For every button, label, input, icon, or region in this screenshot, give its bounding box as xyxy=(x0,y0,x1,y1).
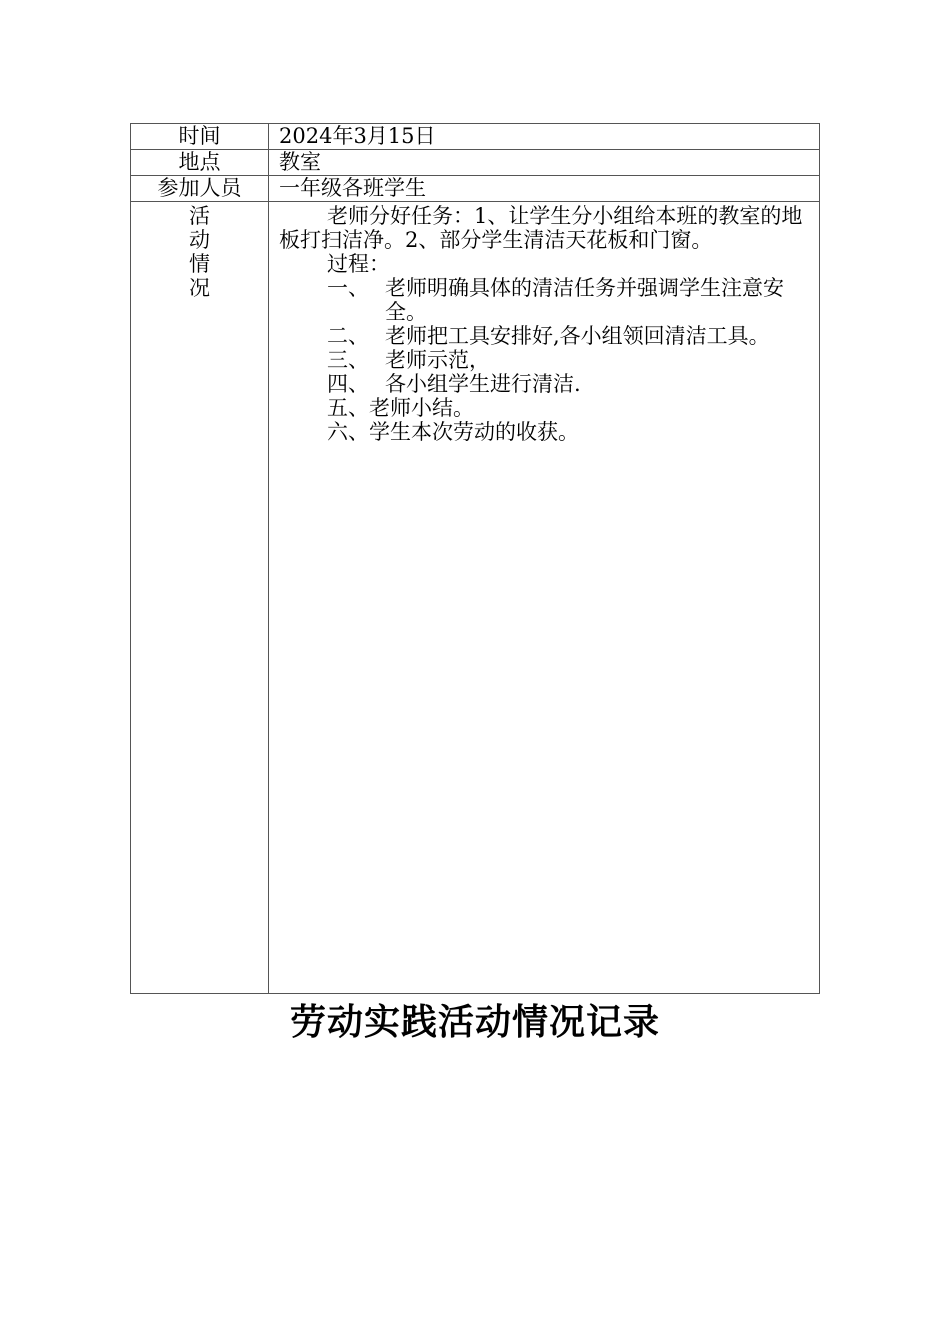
process-step xyxy=(279,348,811,372)
process-step xyxy=(279,372,811,396)
step-number: 六、 xyxy=(327,420,369,444)
step-number: 一、 xyxy=(327,276,369,300)
time-value: 2024年3月15日 xyxy=(269,124,820,150)
table-row-location xyxy=(131,150,820,176)
activity-label xyxy=(131,202,269,994)
activity-record-table xyxy=(130,123,820,994)
process-step xyxy=(279,276,811,324)
table-row-activity xyxy=(131,202,820,994)
step-text: 各小组学生进行清洁. xyxy=(385,372,581,396)
step-number: 三、 xyxy=(327,348,369,372)
activity-label-char: 动 xyxy=(189,228,210,252)
process-step xyxy=(279,324,811,348)
activity-content xyxy=(269,202,819,444)
step-text: 老师小结。 xyxy=(369,396,474,420)
process-step xyxy=(279,396,811,420)
step-number: 二、 xyxy=(327,324,369,348)
table-row-participants xyxy=(131,176,820,202)
participants-label: 参加人员 xyxy=(131,176,269,202)
activity-label-char: 活 xyxy=(189,204,210,228)
activity-label-char: 况 xyxy=(189,276,210,300)
process-title: 过程： xyxy=(327,252,390,276)
location-value: 教室 xyxy=(269,150,820,176)
location-label: 地点 xyxy=(131,150,269,176)
table-row-time xyxy=(131,124,820,150)
document-title: 劳动实践活动情况记录 xyxy=(289,1001,660,1043)
step-number: 四、 xyxy=(327,372,369,396)
time-label: 时间 xyxy=(131,124,269,150)
activity-intro: 老师分好任务：1、让学生分小组给本班的教室的地板打扫洁净。2、部分学生清洁天花板和门窗。 xyxy=(279,204,803,252)
step-text: 老师把工具安排好,各小组领回清洁工具。 xyxy=(385,324,770,348)
step-text: 学生本次劳动的收获。 xyxy=(369,420,579,444)
step-number: 五、 xyxy=(327,396,369,420)
step-text: 老师明确具体的清洁任务并强调学生注意安全。 xyxy=(385,276,784,324)
activity-content-cell xyxy=(269,202,820,994)
activity-label-vertical xyxy=(131,202,268,300)
step-text: 老师示范， xyxy=(385,348,490,372)
participants-value: 一年级各班学生 xyxy=(269,176,820,202)
process-step xyxy=(279,420,811,444)
activity-label-char: 情 xyxy=(189,252,210,276)
